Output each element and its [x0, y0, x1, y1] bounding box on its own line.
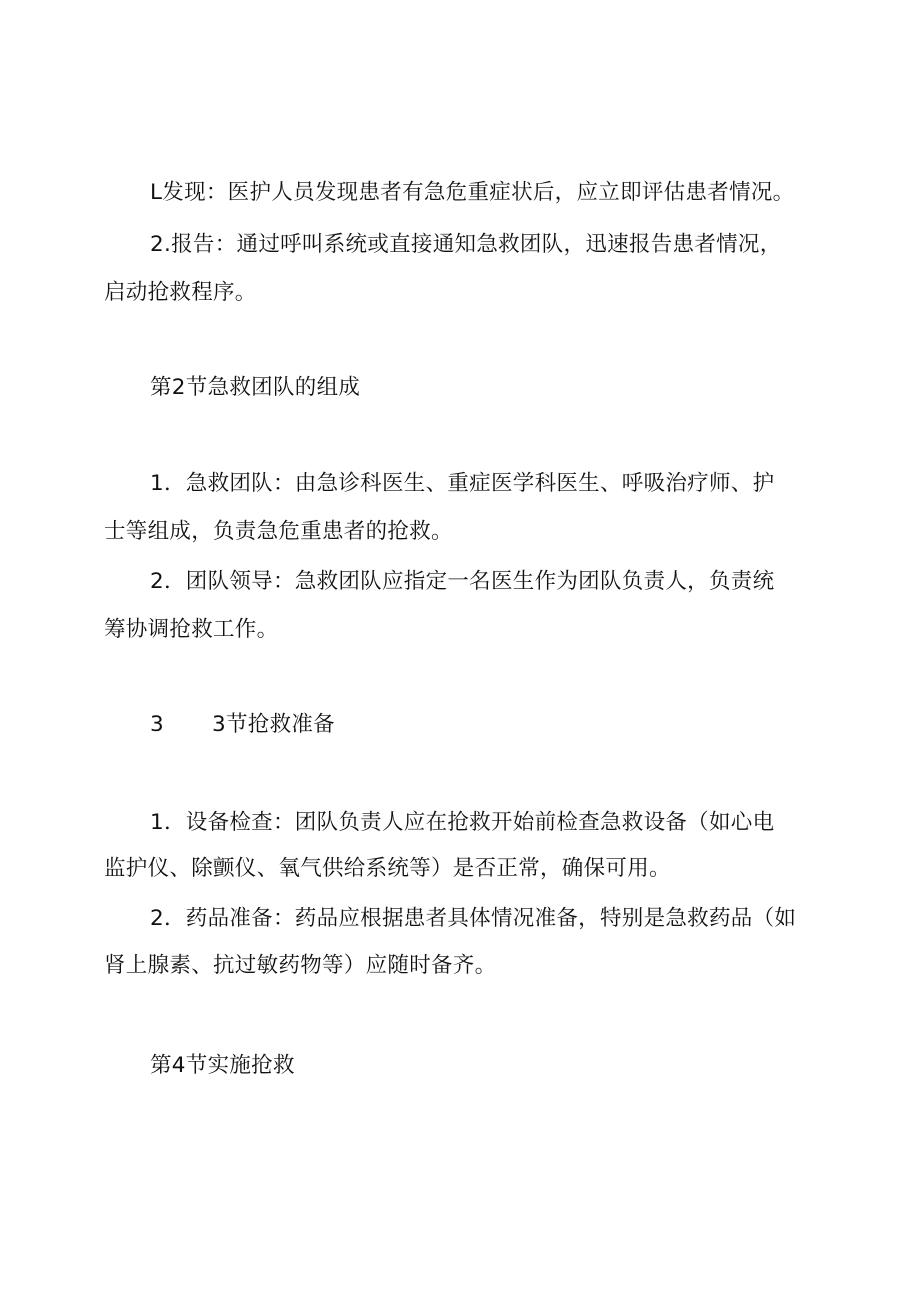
paragraph-discover: L发现：医护人员发现患者有急危重症状后，应立即评估患者情况。	[150, 180, 795, 205]
section2-heading: 第2节急救团队的组成	[150, 375, 361, 400]
paragraph-report-line2: 启动抢救程序。	[104, 280, 257, 305]
section4-heading: 第4节实施抢救	[150, 1053, 295, 1078]
section3-heading-prefix: 3	[150, 712, 164, 737]
paragraph-equipment-line1: 1．设备检查：团队负责人应在抢救开始前检查急救设备（如心电	[150, 810, 775, 835]
paragraph-team-line2: 士等组成，负责急危重患者的抢救。	[104, 519, 453, 544]
paragraph-drugs-line1: 2．药品准备：药品应根据患者具体情况准备，特别是急救药品（如	[150, 906, 797, 931]
section3-heading: 3节抢救准备	[212, 712, 335, 737]
paragraph-team-line1: 1．急救团队：由急诊科医生、重症医学科医生、呼吸治疗师、护	[150, 471, 775, 496]
paragraph-equipment-line2: 监护仪、除颤仪、氧气供给系统等）是否正常，确保可用。	[104, 856, 671, 881]
paragraph-leader-line1: 2．团队领导：急救团队应指定一名医生作为团队负责人，负责统	[150, 569, 775, 594]
paragraph-leader-line2: 筹协调抢救工作。	[104, 617, 279, 642]
paragraph-report-line1: 2.报告：通过呼叫系统或直接通知急救团队，迅速报告患者情况，	[150, 232, 782, 257]
paragraph-drugs-line2: 肾上腺素、抗过敏药物等）应随时备齐。	[104, 953, 497, 978]
